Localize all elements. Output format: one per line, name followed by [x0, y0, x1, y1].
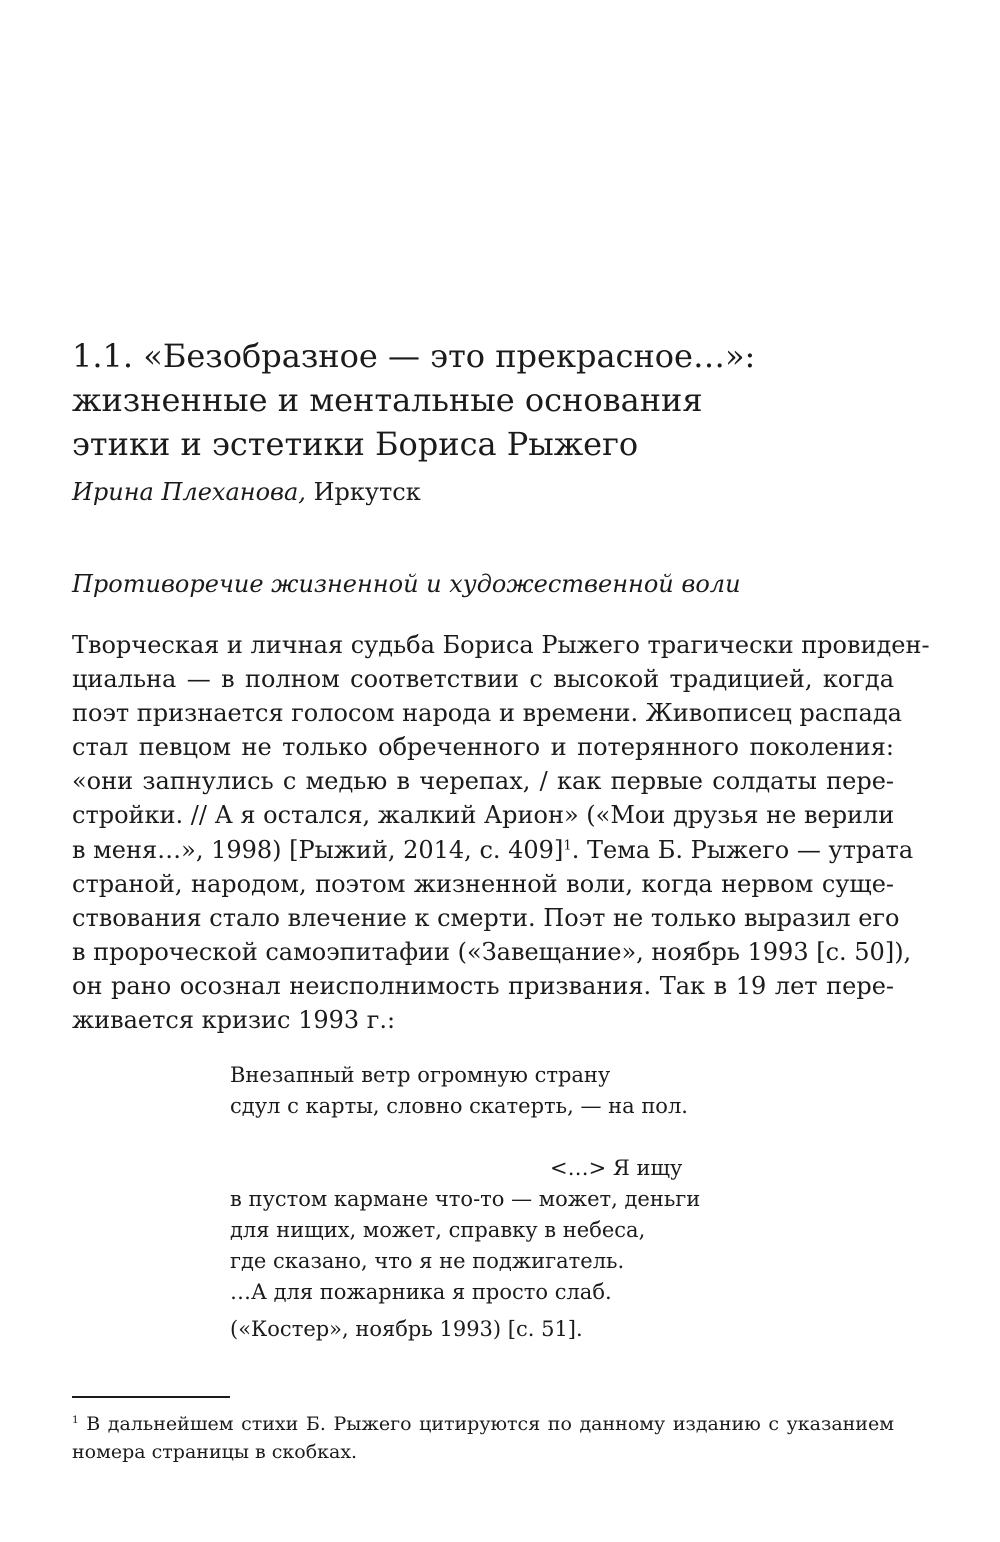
body-line: циальна — в полном соответствии с высокой традицией, когда [72, 665, 894, 694]
author-city: Иркутск [313, 478, 421, 506]
poem-line: сдул с карты, словно скатерть, — на пол. [230, 1094, 688, 1118]
poem-stanza-gap [230, 1122, 700, 1153]
body-line: ствования стало влечение к смерти. Поэт не только выразил его [72, 903, 900, 932]
chapter-title-line: жизненные и ментальные основания [72, 381, 703, 419]
poem-line: где сказано, что я не поджигатель. [230, 1249, 625, 1273]
byline [72, 476, 421, 508]
author-name: Ирина Плеханова, [72, 478, 306, 506]
body-line: стал певцом не только обреченного и потерянного поколения: [72, 733, 894, 762]
body-line-part: в меня…», 1998) [Рыжий, 2014, с. 409] [72, 835, 564, 864]
body-text [72, 628, 930, 1037]
poem-line: Внезапный ветр огромную страну [230, 1063, 611, 1087]
body-line-part: . Тема Б. Рыжего — утрата [571, 835, 914, 864]
section-subheading: Противоречие жизненной и художественной воли [72, 570, 741, 598]
footnote-marker: 1 [72, 1414, 79, 1427]
body-line: он рано осознал неисполнимость призвания. Так в 19 лет пере- [72, 971, 894, 1000]
poem-line: в пустом кармане что-то — может, деньги [230, 1187, 701, 1211]
poem-line: …А для пожарника я просто слаб. [230, 1280, 612, 1304]
body-line: стройки. // А я остался, жалкий Арион» («Мои друзья не верили [72, 801, 895, 830]
body-line: страной, народом, поэтом жизненной воли, когда нервом суще- [72, 869, 894, 898]
body-line: живается кризис 1993 г.: [72, 1006, 396, 1035]
chapter-title-line: этики и эстетики Бориса Рыжего [72, 425, 639, 463]
footnote-text: В дальнейшем стихи Б. Рыжего цитируются по данному изданию с указанием [78, 1413, 894, 1435]
body-line: Творческая и личная судьба Бориса Рыжего трагически провиден- [72, 631, 930, 659]
footnote-line: номера страницы в скобках. [72, 1441, 358, 1463]
chapter-title-line: 1.1. «Безобразное — это прекрасное…»: [72, 337, 756, 375]
body-line-with-footnote [72, 833, 914, 867]
poem-quote [230, 1060, 700, 1345]
poem-line: для нищих, может, справку в небеса, [230, 1218, 646, 1242]
footnote-divider [72, 1396, 230, 1398]
body-line: «они запнулись с медью в черепах, / как первые солдаты пере- [72, 767, 894, 796]
poem-source: («Костер», ноябрь 1993) [с. 51]. [230, 1317, 583, 1341]
footnote [72, 1410, 894, 1466]
body-line: поэт признается голосом народа и времени. Живописец распада [72, 699, 902, 728]
body-line: в пророческой самоэпитафии («Завещание», ноябрь 1993 [с. 50]), [72, 937, 912, 966]
chapter-title [72, 334, 932, 466]
poem-line: <…> Я ищу [550, 1156, 683, 1180]
footnote-ref[interactable]: 1 [563, 837, 572, 853]
footnote-line [72, 1410, 894, 1438]
